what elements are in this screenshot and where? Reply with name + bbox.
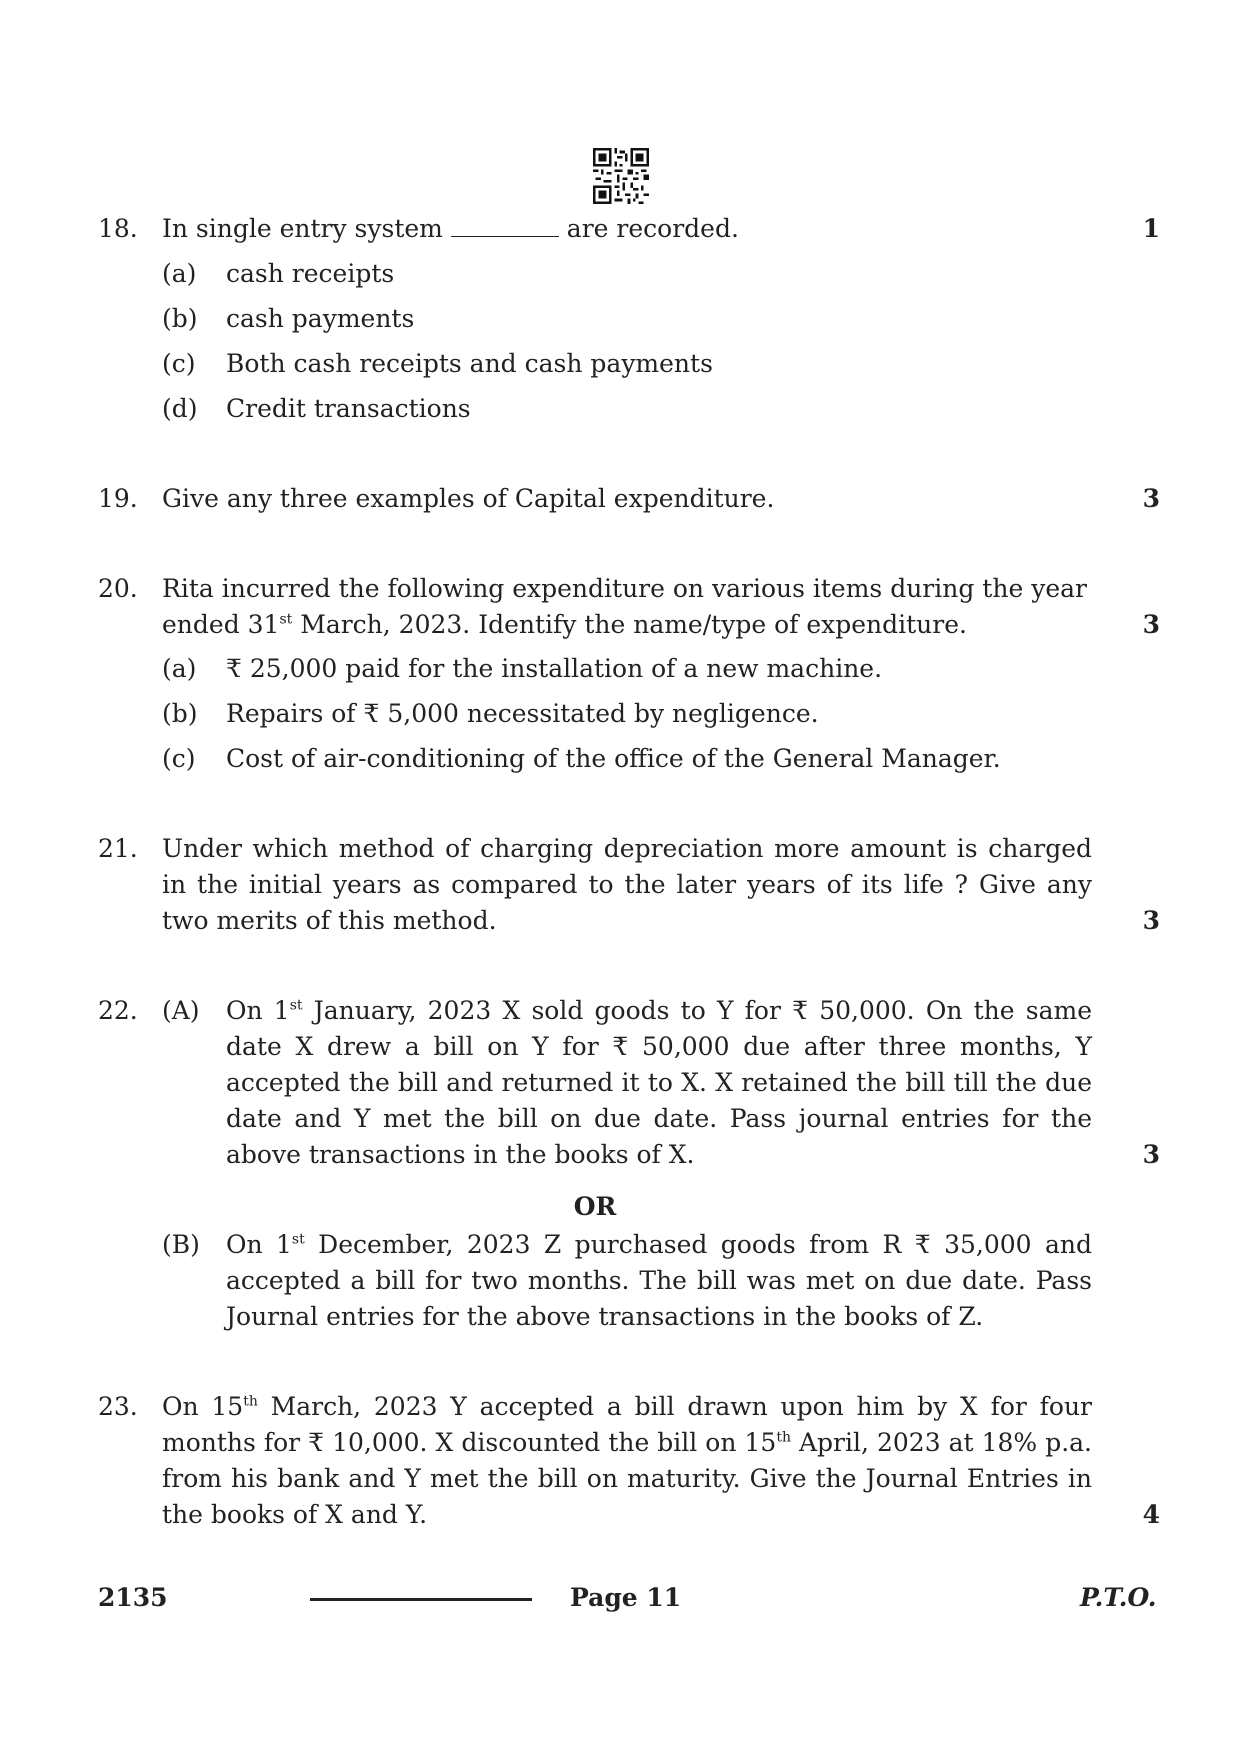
option-label: (a) <box>162 259 197 288</box>
ordinal-suffix: th <box>243 1393 258 1410</box>
page-number: Page 11 <box>570 1583 682 1612</box>
question-text-line-1: Rita incurred the following expenditure on various items during the year <box>162 574 1087 603</box>
question-text-after-blank: are recorded. <box>566 214 739 243</box>
footer-rule <box>310 1598 532 1601</box>
text-part: April, 2023 at 18% p.a. from his bank and Y met the bill on maturity. Give the Journal Entries in the books of X and Y. <box>162 1428 1093 1529</box>
option-text: Repairs of ₹ 5,000 necessitated by negligence. <box>226 699 819 728</box>
text-part: March, 2023 Y accepted a bill drawn upon him by X for four months for ₹ 10,000. X discounted the bill on 15 <box>162 1392 1092 1457</box>
option-label: (A) <box>162 996 200 1025</box>
marks: 1 <box>1142 214 1160 243</box>
text-part: March, 2023. Identify the name/type of expenditure. <box>292 610 967 639</box>
option-label: (b) <box>162 699 198 728</box>
option-text: ₹ 25,000 paid for the installation of a new machine. <box>226 654 883 683</box>
option-text: Both cash receipts and cash payments <box>226 349 713 378</box>
option-text: cash payments <box>226 304 415 333</box>
ordinal-suffix: st <box>291 1231 305 1248</box>
question-number: 21. <box>98 834 138 863</box>
option-a-text <box>226 993 1092 1173</box>
fill-in-blank <box>451 214 559 237</box>
option-label: (d) <box>162 394 198 423</box>
question-text: Give any three examples of Capital expenditure. <box>162 484 775 513</box>
question-text: Under which method of charging depreciation more amount is charged in the initial years as compared to the later years of its life ? Give any two merits of this method. <box>162 834 1092 935</box>
ordinal-suffix: st <box>289 997 303 1014</box>
question-number: 19. <box>98 484 138 513</box>
text-part: December, 2023 Z purchased goods from R ₹ 35,000 and accepted a bill for two months. The bill was met on due date. Pass Journal entries for the above transactions in the books of Z. <box>226 1230 1092 1331</box>
text-part: On 1 <box>226 1230 292 1259</box>
marks: 3 <box>1142 610 1160 639</box>
option-text: Credit transactions <box>226 394 471 423</box>
question-text-before-blank: In single entry system <box>162 214 443 243</box>
marks: 3 <box>1142 1140 1160 1169</box>
question-text <box>162 211 1092 247</box>
marks: 3 <box>1142 906 1160 935</box>
option-label: (B) <box>162 1230 200 1259</box>
question-number: 23. <box>98 1392 138 1421</box>
qr-code-icon <box>593 148 649 204</box>
ordinal-suffix: st <box>279 611 293 628</box>
option-label: (b) <box>162 304 198 333</box>
option-text: cash receipts <box>226 259 395 288</box>
paper-code: 2135 <box>98 1583 168 1612</box>
question-text-line-2 <box>162 607 1092 643</box>
marks: 3 <box>1142 484 1160 513</box>
text-part: January, 2023 X sold goods to Y for ₹ 50,000. On the same date X drew a bill on Y for ₹ 50,000 due after three months, Y accepted the bill and returned it to X. X retained the bill till the due date and Y met the bill on due date. Pass journal entries for the above transactions in the books of X. <box>226 996 1092 1169</box>
text-part: On 1 <box>226 996 290 1025</box>
marks: 4 <box>1142 1500 1160 1529</box>
text-part: ended 31 <box>162 610 280 639</box>
question-text <box>162 1389 1092 1533</box>
or-separator: OR <box>573 1192 617 1221</box>
question-number: 22. <box>98 996 138 1025</box>
option-label: (c) <box>162 744 196 773</box>
text-part: On 15 <box>162 1392 244 1421</box>
option-b-text <box>226 1227 1092 1335</box>
ordinal-suffix: th <box>776 1429 791 1446</box>
option-label: (c) <box>162 349 196 378</box>
question-number: 18. <box>98 214 138 243</box>
option-label: (a) <box>162 654 197 683</box>
please-turn-over: P.T.O. <box>1080 1583 1157 1612</box>
option-text: Cost of air-conditioning of the office of the General Manager. <box>226 744 1001 773</box>
question-number: 20. <box>98 574 138 603</box>
